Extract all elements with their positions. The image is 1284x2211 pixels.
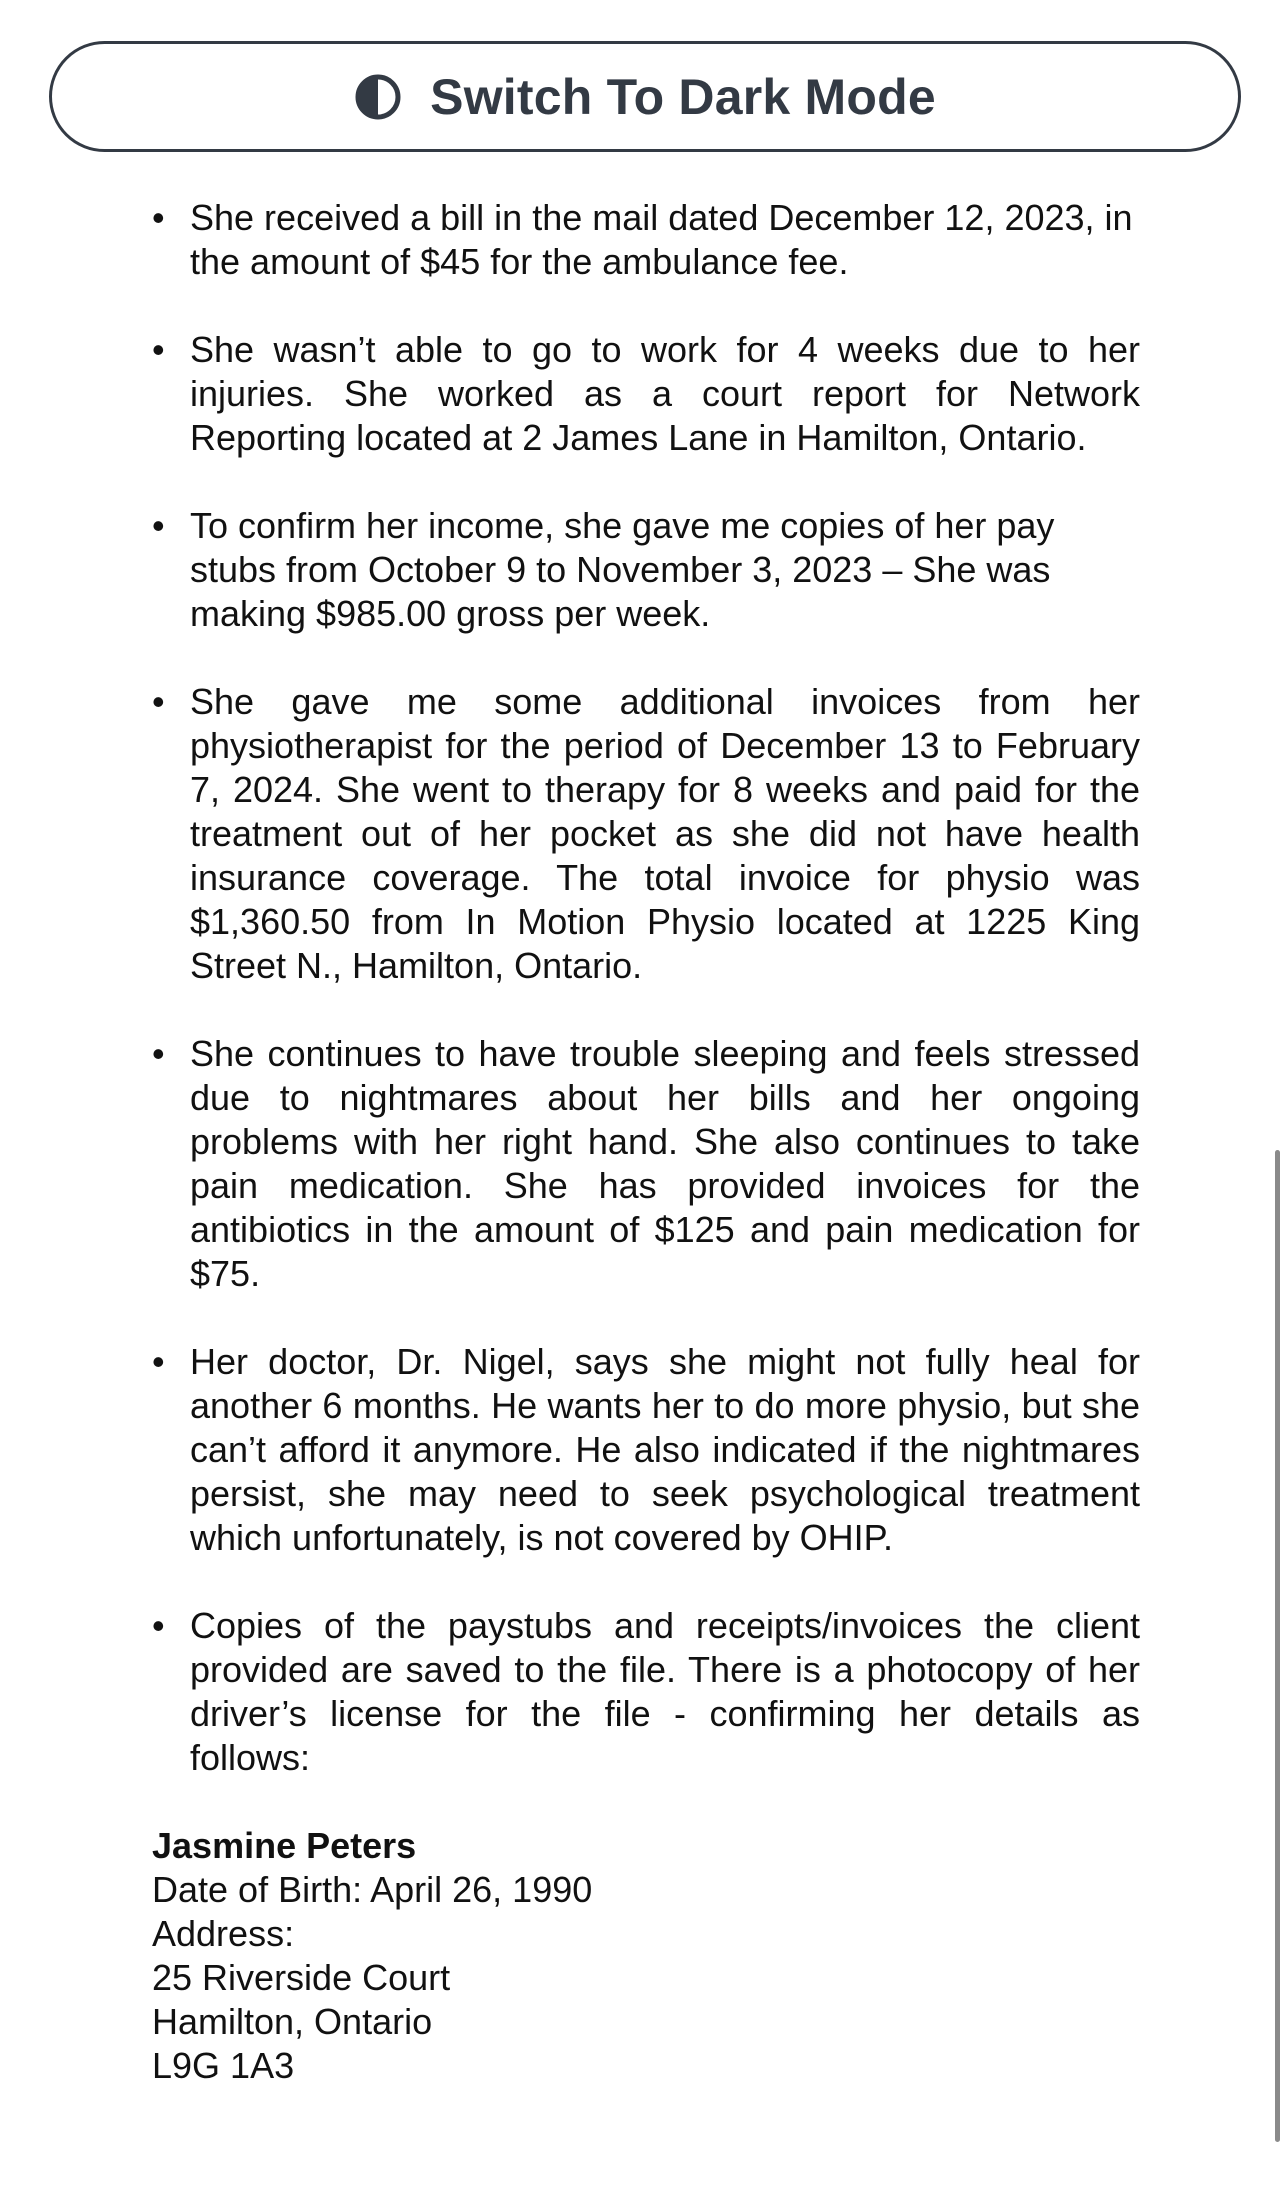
client-contact-block (152, 1824, 1140, 2088)
bullet-text: She wasn’t able to go to work for 4 weeks due to her injuries. She worked as a court report for Network Reporting located at 2 James Lane in Hamilton, Ontario. (190, 329, 1140, 458)
bullet-text: She gave me some additional invoices from her physiotherapist for the period of December 13 to February 7, 2024. She went to therapy for 8 weeks and paid for the treatment out of her pocket as she did not have health insurance coverage. The total invoice for physio was $1,360.50 from In Motion Physio located at 1225 King Street N., Hamilton, Ontario. (190, 681, 1140, 986)
bullet-dot: • (152, 505, 165, 546)
client-dob: Date of Birth: April 26, 1990 (152, 1869, 593, 1910)
bullet-text: To confirm her income, she gave me copies of her pay stubs from October 9 to November 3, 2023 – She was making $985.00 gross per week. (190, 505, 1055, 634)
client-name: Jasmine Peters (152, 1825, 417, 1866)
bullet-dot: • (152, 329, 165, 370)
vertical-scrollbar[interactable] (1275, 1150, 1280, 2142)
bullet-text: She received a bill in the mail dated December 12, 2023, in the amount of $45 for the ambulance fee. (190, 197, 1133, 282)
bullet-dot: • (152, 681, 165, 722)
bullet-item-ambulance-bill (152, 196, 1140, 284)
bullet-item-sleep-medication (152, 1032, 1140, 1296)
dark-mode-toggle-label: Switch To Dark Mode (430, 68, 936, 125)
bullet-text: She continues to have trouble sleeping and feels stressed due to nightmares about her bills and her ongoing problems with her right hand. She also continues to take pain medication. She has provided invoices for the antibiotics in the amount of $125 and pain medication for $75. (190, 1033, 1140, 1294)
bullet-item-physio-invoices (152, 680, 1140, 988)
client-address-label: Address: (152, 1913, 295, 1954)
bullet-dot: • (152, 1605, 165, 1646)
client-street: 25 Riverside Court (152, 1957, 451, 1998)
bullet-dot: • (152, 197, 165, 238)
bullet-text: Copies of the paystubs and receipts/invoices the client provided are saved to the file. There is a photocopy of her driver’s license for the file - confirming her details as follows: (190, 1605, 1140, 1778)
bullet-item-missed-work (152, 328, 1140, 460)
dark-mode-toggle-button[interactable] (49, 41, 1241, 152)
client-postal-code: L9G 1A3 (152, 2045, 295, 2086)
document-body (152, 196, 1140, 2088)
bullet-item-file-copies (152, 1604, 1140, 1780)
bullet-item-income (152, 504, 1140, 636)
bullet-dot: • (152, 1341, 165, 1382)
bullet-text: Her doctor, Dr. Nigel, says she might not fully heal for another 6 months. He wants her to do more physio, but she can’t afford it anymore. He also indicated if the nightmares persist, she may need to seek psychological treatment which unfortunately, is not covered by OHIP. (190, 1341, 1140, 1558)
client-city: Hamilton, Ontario (152, 2001, 433, 2042)
bullet-dot: • (152, 1033, 165, 1074)
bullet-item-doctor-notes (152, 1340, 1140, 1560)
half-circle-contrast-icon (354, 73, 402, 121)
